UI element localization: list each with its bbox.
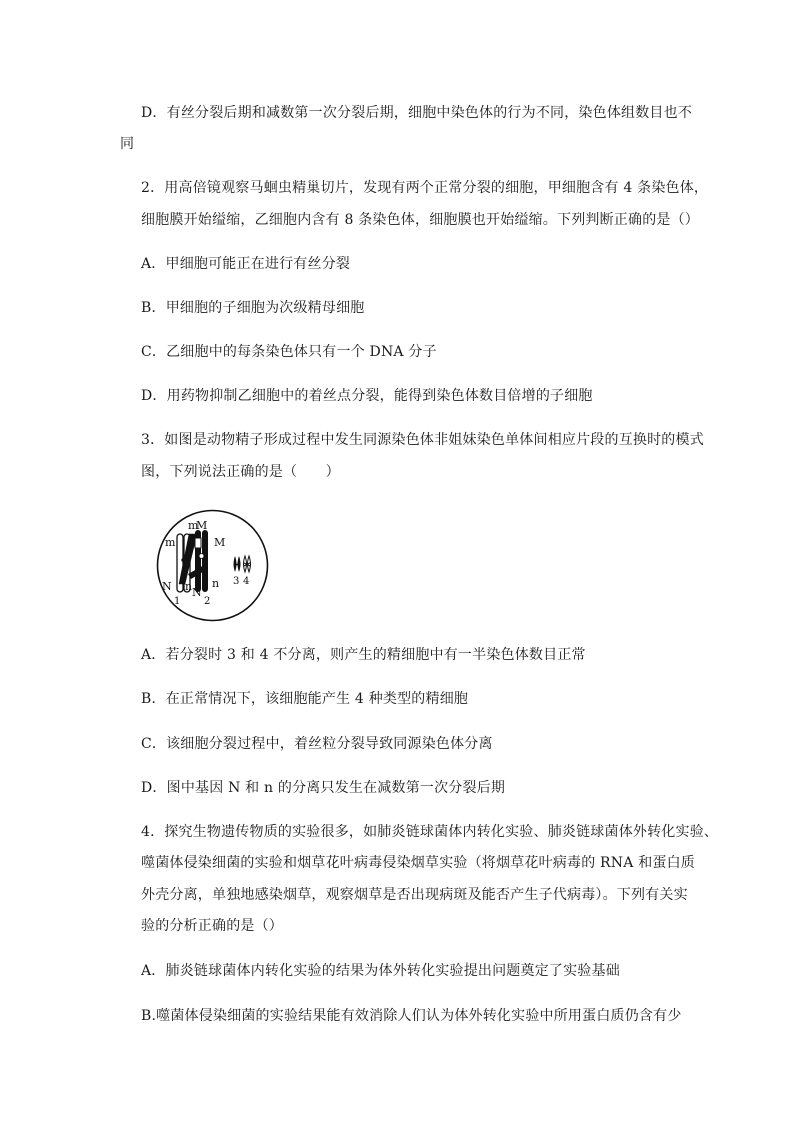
question-4-line2: 噬菌体侵染细菌的实验和烟草花叶病毒侵染烟草实验（将烟草花叶病毒的 RNA 和蛋白质: [141, 855, 695, 871]
question-3-line1: 3．如图是动物精子形成过程中发生同源染色体非姐妹染色单体间相应片段的互换时的模式: [141, 432, 704, 448]
label-n-mid: n: [185, 580, 193, 593]
chromosome-4: [244, 556, 251, 572]
label-3: 3: [233, 576, 240, 587]
label-N-mid: N: [192, 586, 202, 599]
label-n-right: n: [212, 577, 220, 590]
label-1: 1: [174, 596, 181, 607]
option-3d: D．图中基因 N 和 n 的分离只发生在减数第一次分裂后期: [141, 780, 506, 796]
question-3-line2: 图，下列说法正确的是（ ）: [141, 464, 340, 480]
label-4: 4: [243, 576, 250, 587]
chromosome-3: [234, 556, 241, 572]
option-2a: A．甲细胞可能正在进行有丝分裂: [141, 256, 351, 272]
question-2-line1: 2．用高倍镜观察马蛔虫精巢切片，发现有两个正常分裂的细胞，甲细胞含有 4 条染色体，: [141, 180, 709, 196]
option-4a: A．肺炎链球菌体内转化实验的结果为体外转化实验提出问题奠定了实验基础: [141, 963, 620, 979]
label-m-top: m: [188, 519, 199, 532]
question-4-line3: 外壳分离，单独地感染烟草，观察烟草是否出现病斑及能否产生子代病毒）。下列有关实: [141, 887, 688, 903]
label-2: 2: [204, 596, 211, 607]
option-2d: D．用药物抑制乙细胞中的着丝点分裂，能得到染色体数目倍增的子细胞: [141, 388, 593, 404]
chromosome-crossover-figure: [155, 508, 270, 623]
label-M-top: M: [196, 519, 208, 532]
option-3a: A．若分裂时 3 和 4 不分离，则产生的精细胞中有一半染色体数目正常: [141, 647, 586, 663]
option-1d-line2: 同: [120, 136, 135, 152]
option-3b: B．在正常情况下，该细胞能产生 4 种类型的精细胞: [141, 691, 469, 707]
question-2-line2: 细胞膜开始缢缩，乙细胞内含有 8 条染色体，细胞膜也开始缢缩。下列判断正确的是（）: [141, 212, 700, 228]
option-4b: B.噬菌体侵染细菌的实验结果能有效消除人们认为体外转化实验中所用蛋白质仍含有少: [141, 1008, 682, 1024]
question-4-line1: 4．探究生物遗传物质的实验很多，如肺炎链球菌体内转化实验、肺炎链球菌体外转化实验、: [141, 824, 719, 840]
chromosome-2: [195, 530, 208, 592]
label-m-left: m: [165, 536, 176, 549]
option-3c: C．该细胞分裂过程中，着丝粒分裂导致同源染色体分离: [141, 736, 493, 752]
option-2b: B．甲细胞的子细胞为次级精母细胞: [141, 300, 365, 316]
question-4-line4: 验的分析正确的是（）: [141, 918, 283, 934]
label-N-left: N: [162, 580, 172, 593]
option-2c: C．乙细胞中的每条染色体只有一个 DNA 分子: [141, 344, 437, 360]
option-1d-line1: D．有丝分裂后期和减数第一次分裂后期，细胞中染色体的行为不同，染色体组数目也不: [141, 105, 693, 121]
label-M-right: M: [214, 536, 226, 549]
